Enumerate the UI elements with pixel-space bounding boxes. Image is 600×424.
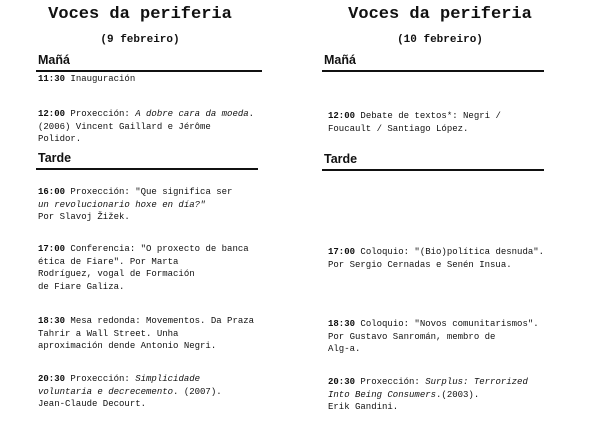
event-text: de Fiare Galiza. bbox=[38, 281, 125, 292]
event-line bbox=[38, 186, 232, 199]
event-line bbox=[328, 389, 528, 402]
event-text: aproximación dende Antonio Negri. bbox=[38, 341, 217, 351]
page-title: Voces da periferia bbox=[348, 5, 532, 24]
event bbox=[38, 315, 254, 353]
event bbox=[38, 243, 249, 293]
event-line bbox=[38, 328, 254, 341]
event-text: Surplus: Terrorized bbox=[425, 377, 528, 387]
event-text: Proxección: bbox=[65, 374, 136, 384]
event-text: Inauguración bbox=[65, 74, 136, 84]
event-line bbox=[38, 243, 249, 256]
event-text: .(2003). bbox=[436, 389, 480, 400]
event-line bbox=[38, 121, 254, 134]
page-title: Voces da periferia bbox=[48, 5, 232, 24]
event-text: Erik Gandini. bbox=[328, 402, 399, 412]
event-line bbox=[328, 259, 544, 272]
event-line bbox=[38, 73, 135, 86]
event-line bbox=[328, 123, 501, 136]
event-text: Simplicidade bbox=[135, 374, 201, 384]
event-line bbox=[38, 133, 254, 146]
event-text: Por Sergio Cernadas e Senén Insua. bbox=[328, 259, 512, 270]
event-text: Alg-a. bbox=[328, 344, 361, 354]
event-line bbox=[38, 199, 232, 212]
event-text: Mesa redonda: Movementos. Da Praza bbox=[65, 316, 255, 326]
event-time: 12:00 bbox=[38, 109, 66, 119]
event-text: . (2007). bbox=[173, 386, 222, 397]
section-heading-afternoon: Tarde bbox=[324, 152, 358, 166]
event-text: Foucault / Santiago López. bbox=[328, 123, 469, 134]
event-line bbox=[328, 401, 528, 414]
event-line bbox=[38, 281, 249, 294]
event bbox=[328, 110, 501, 135]
event-text: Proxección: bbox=[65, 109, 136, 119]
event-line bbox=[328, 376, 528, 389]
section-rule bbox=[322, 169, 544, 171]
event bbox=[38, 373, 222, 411]
event bbox=[38, 108, 254, 146]
event-line bbox=[328, 318, 539, 331]
event-line bbox=[328, 343, 539, 356]
event-text: Por Slavoj Žižek. bbox=[38, 212, 130, 222]
date-subtitle: (9 febreiro) bbox=[100, 34, 180, 46]
event bbox=[38, 73, 135, 86]
event-text: Proxección: "Que significa ser bbox=[65, 187, 233, 197]
event-text: (2006) Vincent Gaillard e Jérôme bbox=[38, 121, 211, 132]
event-text: A dobre cara da moeda bbox=[135, 109, 249, 119]
schedule-day-1 bbox=[0, 0, 280, 424]
event-line bbox=[38, 211, 232, 224]
date-subtitle: (10 febreiro) bbox=[397, 34, 483, 46]
event-text: Por Gustavo Sanromán, membro de bbox=[328, 331, 496, 342]
event-line bbox=[328, 331, 539, 344]
event-line bbox=[38, 340, 254, 353]
event-text: ética de Fiare". Por Marta bbox=[38, 256, 179, 267]
event-text: Rodríguez, vogal de Formación bbox=[38, 269, 195, 279]
event-text: Tahrir a Wall Street. Unha bbox=[38, 328, 179, 339]
event-text: Polidor. bbox=[38, 134, 82, 144]
event-line bbox=[38, 398, 222, 411]
event-line bbox=[38, 268, 249, 281]
event-line bbox=[38, 373, 222, 386]
section-heading-morning: Mañá bbox=[324, 53, 356, 67]
event-text: un revolucionario hoxe en día?" bbox=[38, 199, 206, 210]
event bbox=[38, 186, 232, 224]
event-text: Into Being Consumers bbox=[328, 389, 437, 400]
event-text: Coloquio: "Novos comunitarismos". bbox=[355, 319, 539, 329]
event-time: 18:30 bbox=[38, 316, 66, 326]
event-time: 17:00 bbox=[328, 247, 356, 257]
event-line bbox=[38, 256, 249, 269]
event-time: 20:30 bbox=[38, 374, 66, 384]
event-text: Conferencia: "O proxecto de banca bbox=[65, 244, 249, 254]
event-time: 17:00 bbox=[38, 244, 66, 254]
event bbox=[328, 376, 528, 414]
section-rule bbox=[36, 168, 258, 170]
section-rule bbox=[36, 70, 262, 72]
event-text: Proxección: bbox=[355, 377, 426, 387]
event-line bbox=[328, 110, 501, 123]
event-text: . bbox=[248, 109, 255, 119]
section-rule bbox=[322, 70, 544, 72]
event-line bbox=[38, 108, 254, 121]
event-text: Coloquio: "(Bio)política desnuda". bbox=[355, 247, 545, 257]
schedule-day-2 bbox=[300, 0, 580, 424]
event-time: 12:00 bbox=[328, 111, 356, 121]
event-time: 16:00 bbox=[38, 187, 66, 197]
section-heading-morning: Mañá bbox=[38, 53, 70, 67]
event-line bbox=[328, 246, 544, 259]
event bbox=[328, 318, 539, 356]
event-time: 11:30 bbox=[38, 74, 66, 84]
event-line bbox=[38, 386, 222, 399]
event-text: Debate de textos*: Negri / bbox=[355, 111, 501, 121]
event-time: 20:30 bbox=[328, 377, 356, 387]
event-time: 18:30 bbox=[328, 319, 356, 329]
event-text: voluntaria e decrecemento bbox=[38, 386, 174, 397]
event bbox=[328, 246, 544, 271]
event-line bbox=[38, 315, 254, 328]
event-text: Jean-Claude Decourt. bbox=[38, 399, 147, 409]
section-heading-afternoon: Tarde bbox=[38, 151, 72, 165]
